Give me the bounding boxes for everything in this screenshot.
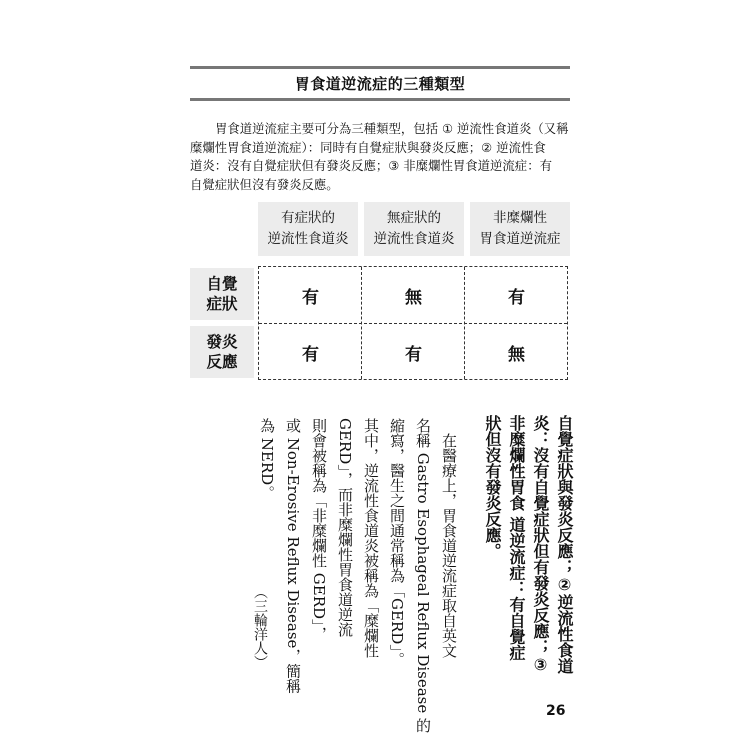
page-title: 胃食道逆流症的三種類型 <box>294 75 466 93</box>
page-number: 26 <box>546 703 566 719</box>
column-header-line: 逆流性食道炎 <box>267 231 349 247</box>
vertical-line: 炎：沒有自覺症狀但有發炎反應；③ <box>531 415 550 674</box>
row-header-line: 發炎 <box>206 333 238 351</box>
row-header-line: 反應 <box>206 353 238 371</box>
table-cell: 有 <box>508 287 525 308</box>
table-cell: 無 <box>405 287 422 308</box>
vertical-line: 其中，逆流性食道炎被稱為「糜爛性 <box>362 418 380 658</box>
table-cell: 無 <box>508 344 525 365</box>
table-cell: 有 <box>302 287 319 308</box>
intro-line: 道炎：沒有自覺症狀但有發炎反應；③ 非糜爛性胃食道逆流症：有 <box>190 158 552 173</box>
vertical-line: 則會被稱為「非糜爛性 GERD」， <box>310 418 328 642</box>
table-cell: 有 <box>302 344 319 365</box>
vertical-line: GERD」，而非糜爛性胃食道逆流 <box>336 418 354 637</box>
vertical-line: 名稱 Gastro Esophageal Reflux Disease 的 <box>414 418 432 734</box>
vertical-line: 狀但沒有發炎反應。 <box>483 415 502 559</box>
row-header-symptoms <box>190 268 254 320</box>
column-header-line: 胃食道逆流症 <box>479 231 561 247</box>
column-header-line: 無症狀的 <box>387 210 441 226</box>
column-header-symptomatic <box>258 202 358 256</box>
column-header-non-erosive <box>470 202 570 256</box>
comparison-grid <box>258 266 568 380</box>
row-header-inflammation <box>190 326 254 378</box>
row-header-line: 症狀 <box>206 295 238 313</box>
title-bar <box>190 66 570 101</box>
vertical-line: 為 NERD。 <box>258 418 276 501</box>
table-cell: 有 <box>405 344 422 365</box>
row-header-line: 自覺 <box>206 275 238 293</box>
column-header-line: 逆流性食道炎 <box>373 231 455 247</box>
vertical-line: 在醫療上，胃食道逆流症取自英文 <box>440 433 458 658</box>
intro-paragraph <box>190 120 575 194</box>
vertical-line: 或 Non-Erosive Reflux Disease，簡稱 <box>284 418 302 694</box>
vertical-line: 非糜爛性胃食 道逆流症：有自覺症 <box>507 415 526 661</box>
intro-line: 胃食道逆流症主要可分為三種類型，包括 ① 逆流性食道炎（又稱 <box>215 121 569 136</box>
intro-line: 自覺症狀但沒有發炎反應。 <box>190 176 339 192</box>
column-header-line: 有症狀的 <box>281 210 335 226</box>
column-header-asymptomatic <box>364 202 464 256</box>
vertical-line: 縮寫，醫生之間通常稱為「GERD」。 <box>388 418 406 667</box>
vertical-line: 自覺症狀與發炎反應；②逆流性食道 <box>555 415 574 674</box>
vertical-summary-text <box>481 415 576 705</box>
intro-line: 糜爛性胃食道逆流症）：同時有自覺症狀與發炎反應；② 逆流性食 <box>190 139 546 155</box>
column-header-line: 非糜爛性 <box>493 210 547 226</box>
author-signature: （三輪洋人） <box>252 585 268 669</box>
